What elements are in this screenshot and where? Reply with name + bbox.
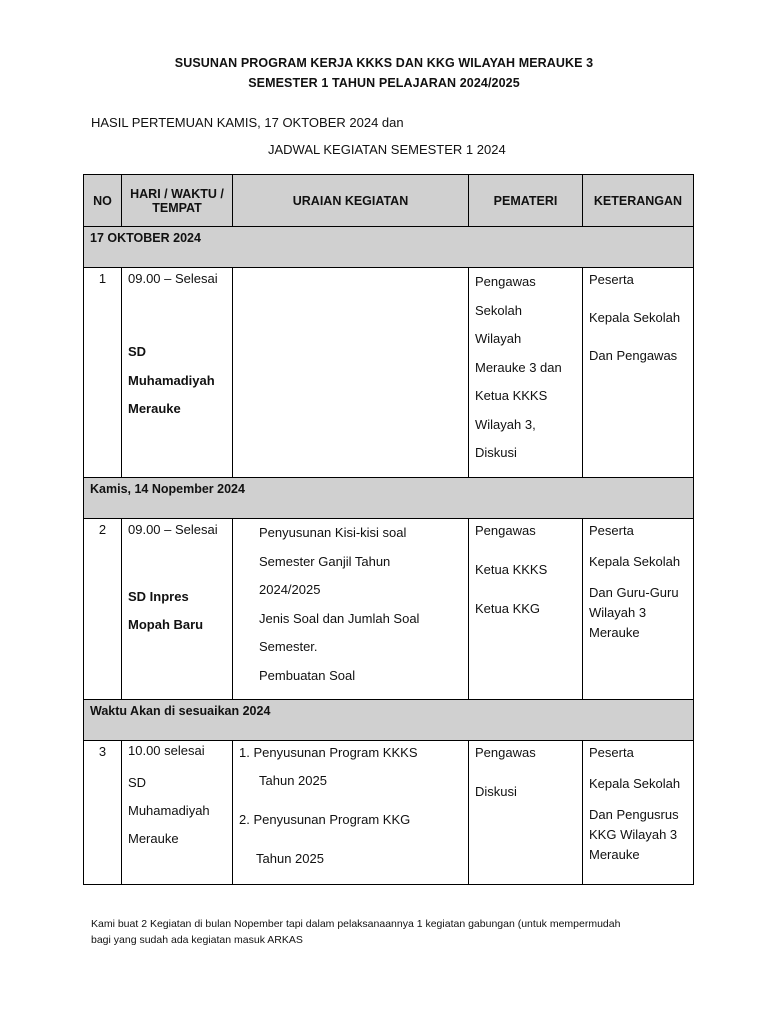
row-number: 3 xyxy=(84,741,122,885)
header-speaker: PEMATERI xyxy=(469,175,583,227)
place-line: Merauke xyxy=(128,401,181,416)
time-text: 09.00 – Selesai xyxy=(128,271,218,286)
speaker-line: Wilayah xyxy=(475,331,522,346)
activity-line: Penyusunan Kisi-kisi soal xyxy=(259,525,407,540)
schedule-table xyxy=(83,174,694,885)
notes-cell xyxy=(583,741,694,885)
time-place-cell xyxy=(122,519,233,700)
notes-line: Kepala Sekolah xyxy=(589,310,681,325)
notes-line: Peserta xyxy=(589,272,634,287)
place-line: Mopah Baru xyxy=(128,617,204,632)
speaker-line: Pengawas xyxy=(475,274,536,289)
row-number: 2 xyxy=(84,519,122,700)
section-row xyxy=(84,700,694,741)
header-no: NO xyxy=(84,175,122,227)
place-line: SD xyxy=(128,775,147,790)
activity-line: Pembuatan Soal xyxy=(259,667,356,683)
activity-line: Semester Ganjil Tahun xyxy=(259,553,391,569)
time-text: 09.00 – Selesai xyxy=(128,522,218,537)
notes-line: Dan Pengusrus xyxy=(589,807,679,822)
speaker-cell xyxy=(469,268,583,478)
activity-line: Tahun 2025 xyxy=(259,773,327,788)
notes-line: Peserta xyxy=(589,745,634,760)
section-date: 17 OKTOBER 2024 xyxy=(90,231,201,245)
notes-line: Dan Pengawas xyxy=(589,348,678,363)
section-row xyxy=(84,478,694,519)
activity-line: 2. Penyusunan Program KKG xyxy=(239,812,411,827)
speaker-line: Sekolah xyxy=(475,302,522,318)
time-place-cell xyxy=(122,741,233,885)
speaker-line: Diskusi xyxy=(475,784,517,799)
document-title-line1: SUSUNAN PROGRAM KERJA KKKS DAN KKG WILAYAH MERAUKE 3 xyxy=(174,56,594,70)
notes-line: Merauke xyxy=(589,625,640,640)
activity-line: 2024/2025 xyxy=(259,582,321,597)
notes-cell xyxy=(583,519,694,700)
time-place-cell xyxy=(122,268,233,478)
activity-cell xyxy=(233,519,469,700)
notes-line: Merauke xyxy=(589,847,640,862)
speaker-line: Ketua KKKS xyxy=(475,562,548,577)
speaker-line: Wilayah 3, xyxy=(475,416,536,432)
header-notes: KETERANGAN xyxy=(583,175,694,227)
table-row xyxy=(84,741,694,885)
speaker-line: Ketua KKG xyxy=(475,601,541,616)
activity-line: Tahun 2025 xyxy=(256,851,324,866)
speaker-line: Diskusi xyxy=(475,445,517,460)
speaker-line: Pengawas xyxy=(475,745,536,760)
place-line: Muhamadiyah xyxy=(128,803,210,818)
place-line: Merauke xyxy=(128,831,179,846)
meeting-note: HASIL PERTEMUAN KAMIS, 17 OKTOBER 2024 dan xyxy=(91,115,404,130)
notes-line: Peserta xyxy=(589,523,634,538)
notes-line: Kepala Sekolah xyxy=(589,554,681,569)
activity-line: Semester. xyxy=(259,639,318,654)
speaker-line: Merauke 3 dan xyxy=(475,359,562,375)
activity-cell xyxy=(233,268,469,478)
speaker-cell xyxy=(469,519,583,700)
row-number: 1 xyxy=(84,268,122,478)
activity-line: 1. Penyusunan Program KKKS xyxy=(239,745,418,760)
section-row xyxy=(84,227,694,268)
notes-line: KKG Wilayah 3 xyxy=(589,827,678,842)
speaker-line: Pengawas xyxy=(475,523,536,538)
place-line: SD Inpres xyxy=(128,589,189,604)
notes-line: Dan Guru-Guru xyxy=(589,585,679,600)
footnote xyxy=(91,916,691,948)
header-time-place: HARI / WAKTU / TEMPAT xyxy=(122,175,233,227)
place-line: Muhamadiyah xyxy=(128,372,215,388)
speaker-line: Ketua KKKS xyxy=(475,388,548,403)
table-row xyxy=(84,268,694,478)
notes-line: Kepala Sekolah xyxy=(589,776,681,791)
footnote-line: Kami buat 2 Kegiatan di bulan Nopember tapi dalam pelaksanaannya 1 kegiatan gabungan (untuk mempermudah xyxy=(91,918,621,930)
place-line: SD xyxy=(128,344,147,359)
notes-cell xyxy=(583,268,694,478)
time-text: 10.00 selesai xyxy=(128,743,205,758)
document-title-line2: SEMESTER 1 TAHUN PELAJARAN 2024/2025 xyxy=(248,76,520,90)
activity-line: Jenis Soal dan Jumlah Soal xyxy=(259,610,420,626)
section-date: Waktu Akan di sesuaikan 2024 xyxy=(90,704,271,718)
section-date: Kamis, 14 Nopember 2024 xyxy=(90,482,245,496)
table-row xyxy=(84,519,694,700)
table-header-row xyxy=(84,175,694,227)
footnote-line: bagi yang sudah ada kegiatan masuk ARKAS xyxy=(91,934,303,946)
notes-line: Wilayah 3 xyxy=(589,605,647,620)
schedule-heading: JADWAL KEGIATAN SEMESTER 1 2024 xyxy=(268,142,506,157)
activity-cell xyxy=(233,741,469,885)
speaker-cell xyxy=(469,741,583,885)
header-activity: URAIAN KEGIATAN xyxy=(233,175,469,227)
